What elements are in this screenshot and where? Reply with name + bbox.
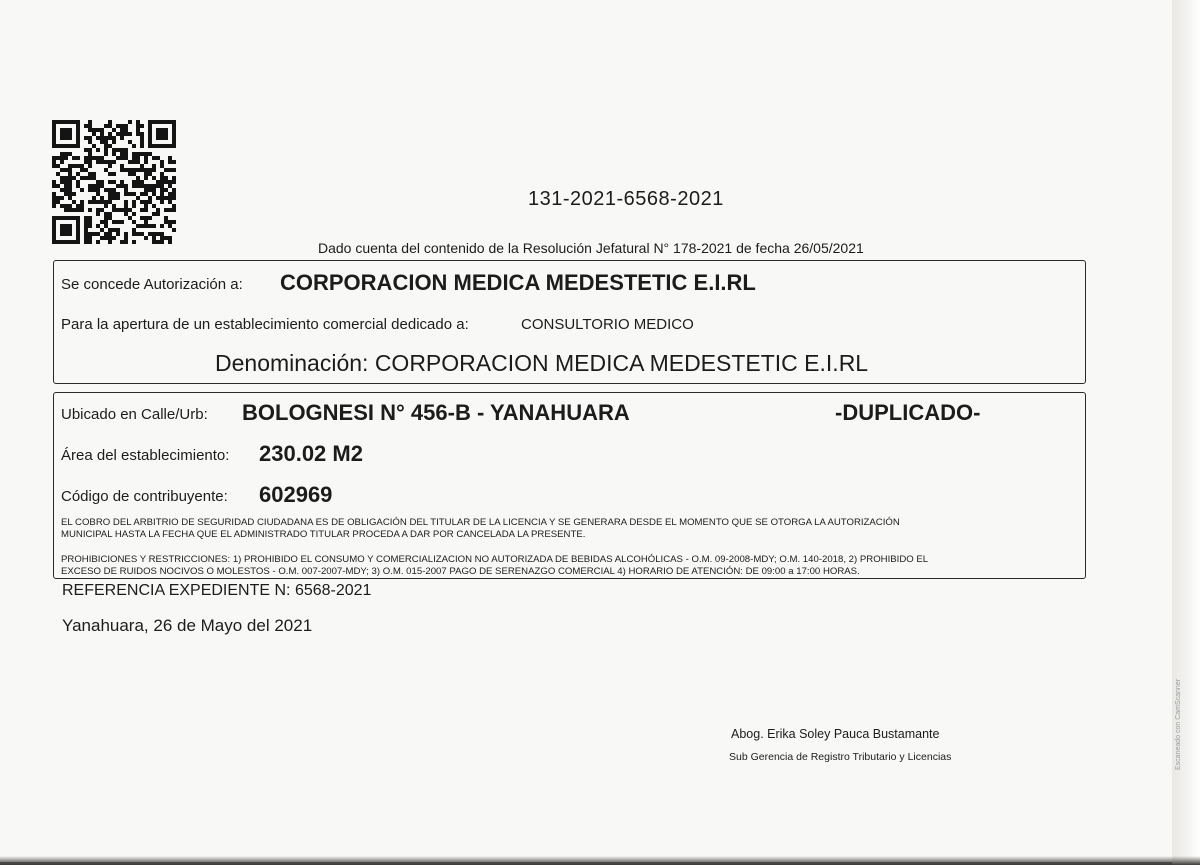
signatory-office: Sub Gerencia de Registro Tributario y Licencias — [729, 751, 952, 763]
scan-shadow — [0, 856, 1200, 865]
notice-line-1: EL COBRO DEL ARBITRIO DE SEGURIDAD CIUDADANA ES DE OBLIGACIÓN DEL TITULAR DE LA LICENCIA Y SE GENERARA DESDE EL MOMENTO QUE SE OTORGA LA AUTORIZACIÓN — [61, 517, 900, 528]
reference-line: REFERENCIA EXPEDIENTE N: 6568-2021 — [62, 582, 372, 599]
taxpayer-value: 602969 — [259, 482, 333, 507]
prohibitions-line-2: EXCESO DE RUIDOS NOCIVOS O MOLESTOS - O.M. 007-2007-MDY; 3) O.M. 015-2007 PAGO DE SERENAZGO COMERCIAL 4) HORARIO DE ATENCIÓN: DE 09:00 a 17:00 HORAS. — [61, 566, 860, 577]
duplicate-mark: -DUPLICADO- — [835, 400, 981, 425]
denomination-value: CORPORACION MEDICA MEDESTETIC E.I.RL — [374, 350, 869, 376]
resolution-line: Dado cuenta del contenido de la Resolución Jefatural N° 178-2021 de fecha 26/05/2021 — [318, 240, 864, 256]
prohibitions-line-1: PROHIBICIONES Y RESTRICCIONES: 1) PROHIBIDO EL CONSUMO Y COMERCIALIZACION NO AUTORIZADA DE BEBIDAS ALCOHÓLICAS - O.M. 09-2008-MDY; O.M. 140-2018, 2) PROHIBIDO EL — [61, 554, 929, 565]
document-number: 131-2021-6568-2021 — [528, 188, 724, 210]
address-label: Ubicado en Calle/Urb: — [61, 406, 208, 423]
authorization-label: Se concede Autorización a: — [61, 276, 243, 293]
denomination-label-text: Denominación: — [215, 350, 369, 376]
notice-line-2: MUNICIPAL HASTA LA FECHA QUE EL ADMINISTRADO TITULAR PROCEDA A DAR POR CANCELADA LA PRESENTE. — [61, 529, 586, 540]
area-label: Área del establecimiento: — [61, 447, 230, 464]
holder-name: CORPORACION MEDICA MEDESTETIC E.I.RL — [280, 270, 756, 295]
scanner-watermark: Escaneado con CamScanner — [1175, 678, 1182, 770]
signatory-name: Abog. Erika Soley Pauca Bustamante — [731, 727, 940, 741]
purpose-label: Para la apertura de un establecimiento comercial dedicado a: — [61, 316, 469, 333]
address-value: BOLOGNESI N° 456-B - YANAHUARA — [242, 400, 630, 425]
area-value: 230.02 M2 — [259, 441, 363, 466]
denomination-label — [215, 350, 868, 377]
place-date: Yanahuara, 26 de Mayo del 2021 — [62, 616, 313, 635]
taxpayer-label: Código de contribuyente: — [61, 488, 228, 505]
purpose-value: CONSULTORIO MEDICO — [521, 316, 694, 333]
qr-code-icon — [52, 120, 176, 244]
